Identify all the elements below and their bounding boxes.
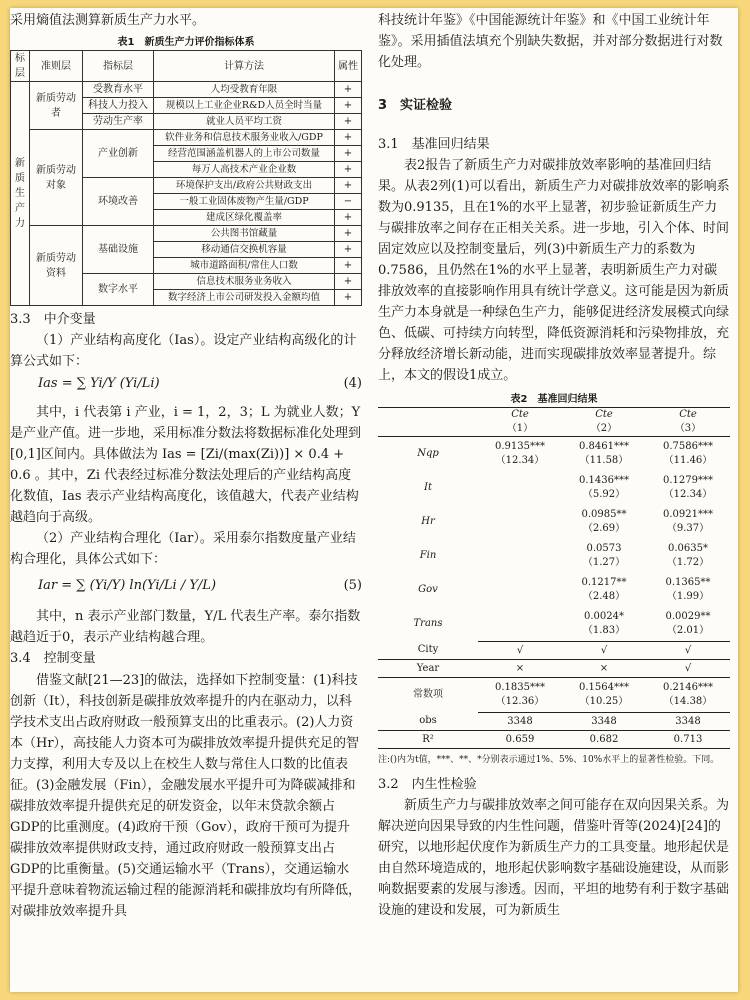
table1-indicator: 科技人力投入	[83, 98, 154, 114]
table2-coef: 0.1564***	[579, 682, 629, 693]
table2-coef	[478, 573, 562, 590]
right-top-text: 科技统计年鉴》《中国能源统计年鉴》和《中国工业统计年鉴》。采用插值法填充个别缺失数据，并对部分数据进行对数化处理。	[378, 13, 723, 70]
table1-method: 移动通信交换机容量	[154, 242, 335, 258]
table2-r2-row	[378, 731, 730, 749]
table2-col-var: Cte	[646, 408, 730, 423]
table2-col-num: （3）	[646, 422, 730, 437]
table2-obs-cell: 3348	[478, 713, 562, 731]
table2-year-cell: √	[646, 660, 730, 678]
table2-row	[378, 607, 730, 624]
table1-side-label: 新质生产力	[11, 82, 30, 306]
table2-obs-cell: obs	[378, 713, 478, 731]
table2-r2-cell: R²	[378, 731, 478, 749]
table2-row-name: Trans	[413, 618, 443, 630]
table2-caption: 表2 基准回归结果	[510, 394, 598, 405]
table1-method: 每万人高技术产业企业数	[154, 162, 335, 178]
table2-se: （1.99）	[666, 591, 710, 602]
table2-coef: 0.2146***	[663, 682, 713, 693]
table2-r2-cell: 0.659	[478, 731, 562, 749]
table1-attr: +	[335, 98, 362, 114]
table1-method: 一般工业固体废物产生量/GDP	[154, 194, 335, 210]
table1-method: 建成区绿化覆盖率	[154, 210, 335, 226]
table2-row-name: Nqp	[417, 448, 439, 459]
table1-attr: +	[335, 114, 362, 130]
table2-row-name: Gov	[418, 584, 438, 595]
document-page	[10, 8, 738, 992]
table2-coef: 0.0573	[586, 543, 622, 554]
table2-coef: 0.9135***	[495, 441, 545, 452]
left-paragraph-2: 其中，i 代表第 i 产业，i = 1，2，3；L 为就业人数；Y 是产业产值。进一步地，采用标准分数法将数据标准化处理到[0,1]区间内。具体做法为 Ias = [Zi/(max(Zi))] × 0.4 + 0.6 。其中，Zi 代表经过标准分数法处理后的产业结构高度化数值，Ias 表示产业结构高度化，该值越大，代表产业结构越趋向于高级。	[10, 405, 362, 525]
table1-method: 就业人员平均工资	[154, 114, 335, 130]
table2-coef	[478, 471, 562, 488]
table2-coef: 0.1835***	[495, 682, 545, 693]
table2-year-cell: Year	[378, 660, 478, 678]
table1-attr: +	[335, 210, 362, 226]
table1-header-row	[11, 51, 362, 82]
table1-criterion: 新质劳动者	[30, 82, 83, 130]
table2-city-cell: √	[562, 642, 646, 660]
table1-attr: +	[335, 274, 362, 290]
table1-row	[11, 226, 362, 242]
table1-attr: −	[335, 194, 362, 210]
table2-coef: 0.0985**	[581, 509, 627, 520]
table2-coef: 0.0024*	[584, 611, 624, 622]
section-3-2-heading: 3.2 内生性检验	[378, 777, 477, 792]
section-3-heading: 3 实证检验	[378, 98, 453, 113]
table2-row-name: Hr	[421, 516, 435, 527]
table1-attr: +	[335, 146, 362, 162]
table1-indicator: 劳动生产率	[83, 114, 154, 130]
left-paragraph-4: 其中，n 表示产业部门数量，Y/L 代表生产率。泰尔指数越趋近于0，表示产业结构越合理。	[10, 609, 361, 645]
equation-4	[10, 372, 362, 402]
table2-se	[478, 624, 562, 642]
table2-row	[378, 678, 730, 696]
table1-attr: +	[335, 226, 362, 242]
equation-5-formula: Iar = ∑ (Yi/Y) ln(Yi/Li / Y/L)	[38, 578, 217, 593]
table1-indicator: 受教育水平	[83, 82, 154, 98]
table2-obs-cell: 3348	[562, 713, 646, 731]
table1-attr: +	[335, 130, 362, 146]
table2-se: （10.25）	[562, 695, 646, 713]
table2-row-name: 常数项	[413, 689, 443, 701]
table2-col-var: Cte	[478, 408, 562, 423]
table2-se: （12.34）	[495, 455, 545, 466]
table1-criterion: 新质劳动资料	[30, 226, 83, 306]
equation-4-formula: Ias = ∑ Yi/Y (Yi/Li)	[38, 376, 160, 391]
table2-se: （9.37）	[666, 523, 710, 534]
table1-attr: +	[335, 290, 362, 306]
table2-coef: 0.0029**	[665, 611, 711, 622]
table1-indicator: 环境改善	[83, 178, 154, 226]
table1-attr: +	[335, 178, 362, 194]
table2-r2-cell: 0.682	[562, 731, 646, 749]
table1-attr: +	[335, 242, 362, 258]
table2-corner	[378, 422, 478, 437]
table2-col-num: （2）	[562, 422, 646, 437]
table2-se: （1.27）	[582, 557, 626, 568]
table2-city-cell: √	[478, 642, 562, 660]
table1-header-cell: 标层	[11, 51, 30, 82]
table2-se: （14.38）	[646, 695, 730, 713]
table2-coef	[478, 607, 562, 624]
table2-year-row	[378, 660, 730, 678]
table1-indicator: 产业创新	[83, 130, 154, 178]
section-3-3-heading: 3.3 中介变量	[10, 312, 96, 327]
table2-se	[478, 522, 562, 539]
table1-method: 人均受教育年限	[154, 82, 335, 98]
left-top-line: 采用熵值法测算新质生产力水平。	[10, 13, 206, 28]
table2-coef: 0.1436***	[579, 475, 629, 486]
table2-header-row	[378, 408, 730, 423]
table2-coef: 0.7586***	[663, 441, 713, 452]
table1-method: 环境保护支出/政府公共财政支出	[154, 178, 335, 194]
table2-se: （2.01）	[646, 624, 730, 642]
table1-header-cell: 准则层	[30, 51, 83, 82]
left-paragraph-1: （1）产业结构高度化（Ias）。设定产业结构高级化的计算公式如下：	[10, 333, 357, 369]
table2-se: （11.58）	[579, 455, 629, 466]
table2-col-var: Cte	[562, 408, 646, 423]
table2-coef	[478, 505, 562, 522]
table2-row	[378, 471, 730, 488]
table1-indicator: 基础设施	[83, 226, 154, 274]
table1-method: 规模以上工业企业R&D人员全时当量	[154, 98, 335, 114]
table2-row-name: It	[424, 482, 432, 493]
equation-5-number: (5)	[343, 578, 362, 593]
table2-obs-row	[378, 713, 730, 731]
table2-coef: 0.0635*	[668, 543, 708, 554]
section-3-1-heading: 3.1 基准回归结果	[378, 137, 490, 152]
table1-criterion: 新质劳动对象	[30, 130, 83, 226]
table2-coef	[478, 539, 562, 556]
table2-col-num: （1）	[478, 422, 562, 437]
table1-header-cell: 计算方法	[154, 51, 335, 82]
table1-method: 软件业务和信息技术服务业收入/GDP	[154, 130, 335, 146]
table2-coef: 0.0921***	[663, 509, 713, 520]
table1-method: 数字经济上市公司研发投入金额均值	[154, 290, 335, 306]
equation-5	[10, 570, 362, 606]
table1	[10, 50, 362, 306]
left-paragraph-5: 借鉴文献[21—23]的做法，选择如下控制变量：(1)科技创新（It），科技创新是碳排放效率提升的内在驱动力，以科学技术支出占政府财政一般预算支出的比重表示。(2)人力资本（Hr），高技能人力资本可为碳排放效率提升提供充足的智力支撑，利用大专及以上在校生人数与常住人口数的比值表征。(3)金融发展（Fin），金融发展水平提升可为降碳减排和碳排放效率提升提供充足的研发资金，以年末贷款余额占GDP的比重测度。(4)政府干预（Gov），政府干预可为提升碳排放效率提供财政支持，通过政府财政一般预算支出占GDP的比重衡量。(5)交通运输水平（Trans），交通运输水平提升意味着物流运输过程的能源消耗和碳排放均有所降低，对碳排放效率提升具	[10, 673, 362, 919]
table2-se: （2.48）	[582, 591, 626, 602]
right-column	[378, 8, 730, 921]
left-column	[10, 8, 362, 922]
table2-note: 注:()内为t值，***、**、*分别表示通过1%、5%、10%水平上的显著性检验。下同。	[378, 755, 720, 765]
table1-row	[11, 82, 362, 98]
table1-method: 公共图书馆藏量	[154, 226, 335, 242]
table1-header-cell: 属性	[335, 51, 362, 82]
table2-row	[378, 573, 730, 590]
table2-se: （5.92）	[582, 489, 626, 500]
table2-se: （1.72）	[666, 557, 710, 568]
table2-se	[478, 590, 562, 607]
table1-attr: +	[335, 162, 362, 178]
table2-city-cell: √	[646, 642, 730, 660]
table2-obs-cell: 3348	[646, 713, 730, 731]
table2	[378, 407, 730, 749]
table2-city-row	[378, 642, 730, 660]
table1-method: 经营范围涵盖机器人的上市公司数量	[154, 146, 335, 162]
table1-method: 信息技术服务业务收入	[154, 274, 335, 290]
table2-se: （2.69）	[582, 523, 626, 534]
table2-coef: 0.8461***	[579, 441, 629, 452]
table2-row	[378, 505, 730, 522]
table2-se: （12.34）	[663, 489, 713, 500]
table2-year-cell: ×	[478, 660, 562, 678]
table2-colnum-row	[378, 422, 730, 437]
table2-row-name: Fin	[419, 550, 437, 561]
table2-se	[478, 488, 562, 505]
table1-row	[11, 130, 362, 146]
right-paragraph-1: 表2报告了新质生产力对碳排放效率影响的基准回归结果。从表2列(1)可以看出，新质生产力对碳排放效率的影响系数为0.9135，且在1%的水平上显著，初步验证新质生产力与碳排放率之间存在正相关关系。进一步地，引入个体、时间固定效应以及控制变量后，列(3)中新质生产力的系数为0.7586，且仍然在1%的水平上显著，表明新质生产力对碳排放效率的直接影响作用具有统计学意义。这可能是因为新质生产力本身就是一种绿色生产力，能够促进经济发展模式向绿色、低碳、可持续方向转型，降低资源消耗和污染物排放，充分释放经济增长新动能，进而实现碳排放效率显著提升。综上，本文的假设1成立。	[378, 158, 730, 383]
table2-se	[478, 556, 562, 573]
right-paragraph-2: 新质生产力与碳排放效率之间可能存在双向因果关系。为解决逆向因果导致的内生性问题，借鉴叶胥等(2024)[24]的研究，以地形起伏度作为新质生产力的工具变量。地形起伏是由自然环境造成的，地形起伏影响数字基础设施建设，从而影响数据要素的发展与渗透。因而，平坦的地势有利于数字基础设施的建设和发展，可为新质生	[378, 798, 730, 918]
table2-coef: 0.1365**	[665, 577, 711, 588]
table1-attr: +	[335, 258, 362, 274]
table2-se: （11.46）	[663, 455, 713, 466]
table1-method: 城市道路面积/常住人口数	[154, 258, 335, 274]
table2-year-cell: ×	[562, 660, 646, 678]
table2-row	[378, 437, 730, 455]
table2-city-cell: City	[378, 642, 478, 660]
table2-r2-cell: 0.713	[646, 731, 730, 749]
table1-caption: 表1 新质生产力评价指标体系	[117, 37, 255, 48]
table1-indicator: 数字水平	[83, 274, 154, 306]
table1-attr: +	[335, 82, 362, 98]
section-3-4-heading: 3.4 控制变量	[10, 651, 96, 666]
left-paragraph-3: （2）产业结构合理化（Iar）。采用泰尔指数度量产业结构合理化，具体公式如下：	[10, 531, 356, 567]
table2-se: （12.36）	[478, 695, 562, 713]
table2-coef: 0.1217**	[581, 577, 627, 588]
table2-coef: 0.1279***	[663, 475, 713, 486]
equation-4-number: (4)	[343, 376, 362, 391]
table2-corner	[378, 408, 478, 423]
table2-se: （1.83）	[562, 624, 646, 642]
table1-header-cell: 指标层	[83, 51, 154, 82]
table2-row	[378, 539, 730, 556]
